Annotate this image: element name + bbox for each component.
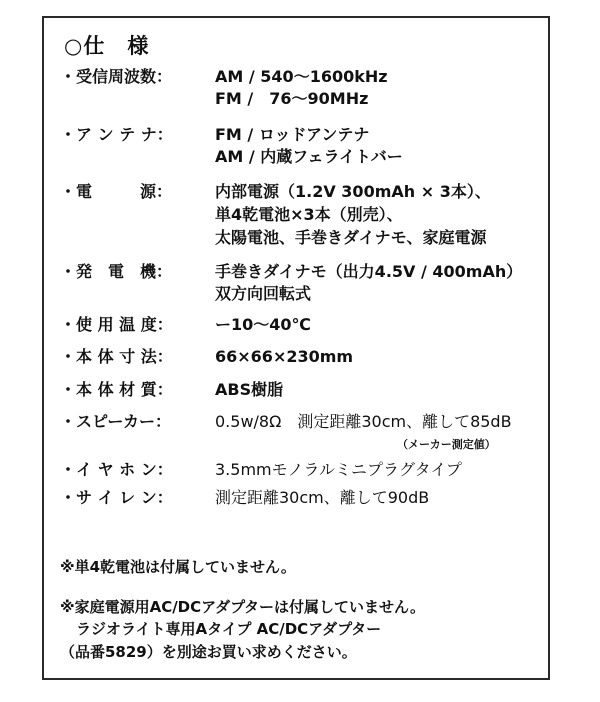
spec-label: ・使 用 温 度： [60, 315, 173, 334]
spec-value: ABS樹脂 [215, 380, 284, 399]
spec-note: （メーカー測定値） [397, 438, 496, 451]
spec-value: 双方向回転式 [215, 284, 312, 303]
spec-label: ・本 体 寸 法： [60, 347, 173, 366]
note-adapter: ※家庭電源用AC/DCアダプターは付属していません。 [60, 598, 425, 616]
spec-value: 0.5w/8Ω 測定距離30cm、離して85dB [215, 412, 512, 431]
spec-value: 内部電源（1.2V 300mAh × 3本）、 [215, 182, 491, 201]
spec-title: ○仕 様 [64, 34, 150, 58]
spec-label: ・イ ヤ ホ ン： [60, 460, 173, 479]
spec-value: 手巻きダイナモ（出力4.5V / 400mAh） [215, 262, 523, 281]
spec-value: FM / 76〜90MHz [215, 89, 369, 108]
spec-value: FM / ロッドアンテナ [215, 125, 370, 144]
spec-value: 3.5mmモノラルミニプラグタイプ [215, 460, 462, 479]
note-adapter-type: ラジオライト専用Aタイプ AC/DCアダプター [76, 620, 382, 638]
spec-label: ・本 体 材 質： [60, 380, 173, 399]
spec-label: ・電 源： [60, 182, 173, 201]
spec-value: AM / 内蔵フェライトバー [215, 147, 403, 166]
spec-value: AM / 540〜1600kHz [215, 67, 388, 86]
note-adapter-part: （品番5829）を別途お買い求めください。 [60, 643, 357, 661]
note-battery: ※単4乾電池は付属していません。 [60, 558, 296, 576]
spec-label: ・サ イ レ ン： [60, 488, 173, 507]
spec-value: 単4乾電池×3本（別売）、 [215, 205, 403, 224]
spec-label: ・発 電 機： [60, 262, 173, 281]
spec-value: 太陽電池、手巻きダイナモ、家庭電源 [215, 228, 487, 247]
spec-value: ー10〜40℃ [215, 315, 311, 334]
spec-label: ・ア ン テ ナ： [60, 125, 173, 144]
spec-value: 測定距離30cm、離して90dB [215, 488, 430, 507]
spec-label: ・スピーカー： [60, 412, 172, 431]
spec-label: ・受信周波数： [60, 67, 173, 86]
spec-value: 66×66×230mm [215, 347, 354, 366]
